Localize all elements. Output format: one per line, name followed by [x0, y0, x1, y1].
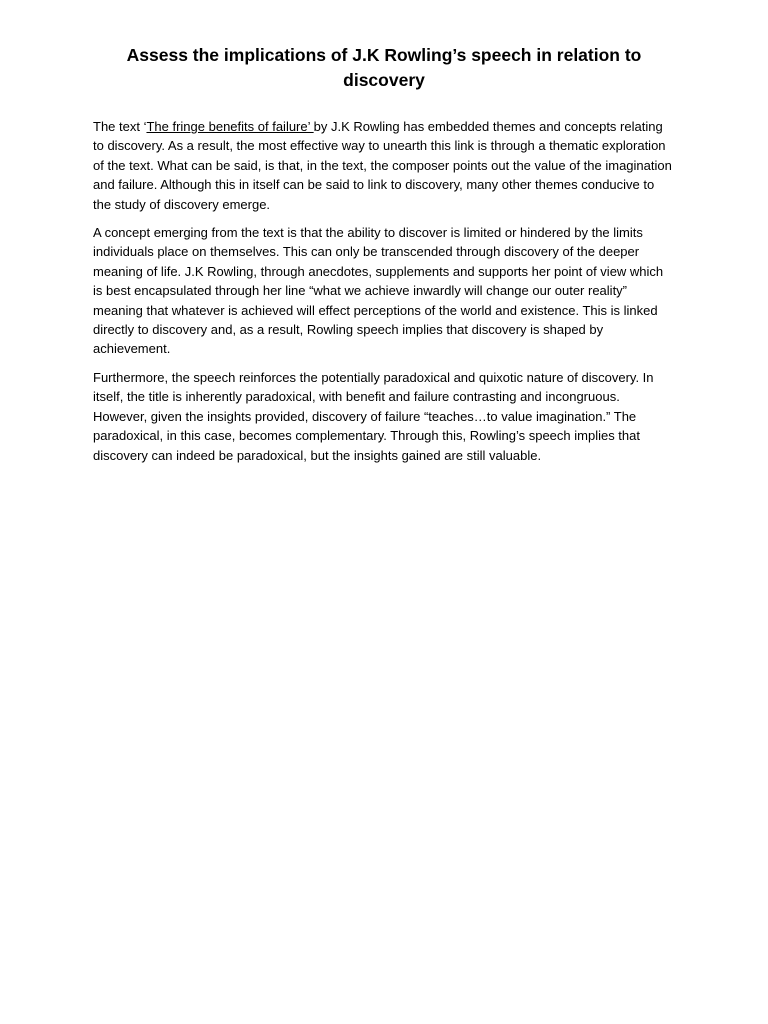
paragraph-1-rest: by J.K Rowling has embedded themes and concepts relating to discovery. As a result, the most effective way to unearth this link is through a thematic exploration of the text. What can be said, is that, in the text, the composer points out the value of the imagination and failure. Although this in itself can be said to link to discovery, many other themes conducive to the study of discovery emerge. — [93, 119, 672, 212]
paragraph-3: Furthermore, the speech reinforces the potentially paradoxical and quixotic nature of discovery. In itself, the title is inherently paradoxical, with benefit and failure contrasting and incongruous. However, given the insights provided, discovery of failure “teaches…to value imagination.” The paradoxical, in this case, becomes complementary. Through this, Rowling’s speech implies that discovery can indeed be paradoxical, but the insights gained are still valuable. — [93, 369, 654, 463]
document-body — [93, 117, 673, 474]
paragraph-1 — [93, 117, 673, 214]
document-title — [92, 43, 676, 93]
title-line-1: Assess the implications of J.K Rowling’s speech in relation to — [126, 45, 642, 65]
paragraph-2: A concept emerging from the text is that the ability to discover is limited or hindered by the limits individuals place on themselves. This can only be transcended through discovery of the deeper meaning of life. J.K Rowling, through anecdotes, supplements and supports her point of view which is best encapsulated through her line “what we achieve inwardly will change our outer reality” meaning that whatever is achieved will effect perceptions of the world and existence. This is linked directly to discovery and, as a result, Rowling speech implies that discovery is shaped by achievement. — [93, 225, 664, 357]
title-line-2: discovery — [343, 70, 425, 90]
speech-title-underlined: The fringe benefits of failure’ — [146, 119, 314, 134]
paragraph-1-intro: The text ‘ — [93, 119, 147, 134]
